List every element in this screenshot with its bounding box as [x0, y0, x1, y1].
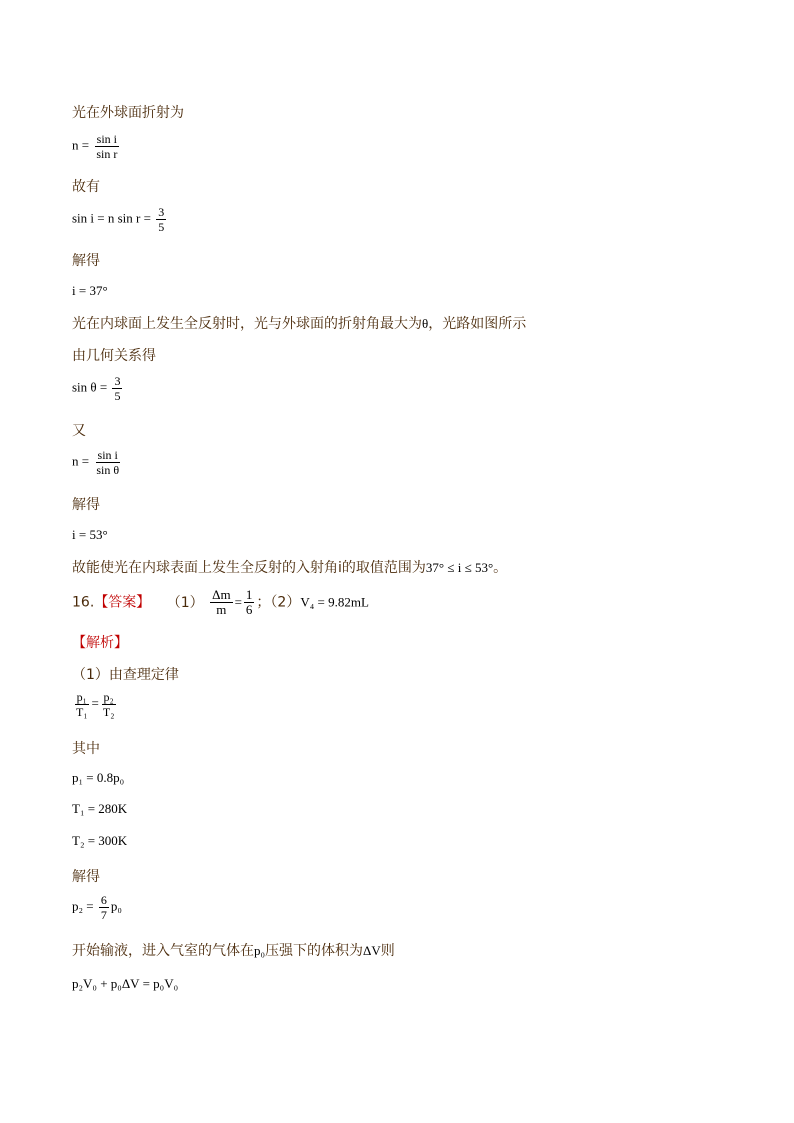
- equation: i = 53°: [72, 527, 108, 542]
- equation-rhs: p₀: [110, 898, 122, 914]
- numerator: 1: [245, 587, 253, 602]
- fraction: [101, 690, 117, 719]
- text-line: 故有: [72, 179, 100, 195]
- text-segment: 光在内球面上发生全反射时，光与外球面的折射角最大为: [72, 316, 422, 332]
- text-line: 其中: [72, 741, 100, 757]
- text-line: （1）由查理定律: [72, 667, 179, 683]
- numerator: sin i: [96, 132, 118, 146]
- text-line: 解得: [72, 869, 100, 885]
- fraction: [112, 374, 122, 403]
- equals-sign: =: [91, 695, 99, 711]
- denominator: 7: [100, 908, 107, 922]
- denominator: T₂: [102, 705, 115, 719]
- math-symbol: θ: [422, 316, 429, 331]
- fraction: [156, 205, 166, 234]
- text-line: 解得: [72, 253, 100, 269]
- text-line: 解得: [72, 497, 100, 513]
- analysis-tag: 【解析】: [72, 635, 128, 651]
- equation-lhs: n =: [72, 137, 90, 153]
- denominator: sin r: [96, 147, 118, 161]
- text-segment: 开始输液，进入气室的气体在: [72, 943, 254, 959]
- answer-tag: 【答案】: [94, 594, 151, 611]
- equation: [72, 690, 118, 719]
- math-symbol: ΔV: [363, 943, 381, 958]
- text-line: [72, 557, 507, 577]
- numerator: 3: [158, 205, 165, 219]
- equation: T₂ = 300K: [72, 833, 128, 848]
- equation: [72, 205, 168, 234]
- denominator: 5: [158, 220, 165, 234]
- equation: [72, 132, 121, 161]
- text-segment: 则: [380, 943, 395, 959]
- denominator: T₁: [76, 705, 88, 719]
- numerator: sin i: [97, 448, 118, 462]
- text-line: 光在外球面折射为: [72, 105, 184, 121]
- equation: p₂V₀ + p₀ΔV = p₀V₀: [72, 976, 179, 991]
- text-line: 由几何关系得: [72, 348, 156, 364]
- text-segment: ，光路如图所示: [428, 316, 527, 332]
- numerator: p₂: [103, 690, 114, 704]
- fraction: [99, 893, 109, 922]
- equation-lhs: p₂ =: [72, 898, 94, 914]
- question-number: 16.: [72, 594, 95, 611]
- equals-sign: =: [234, 594, 242, 610]
- text-segment: 。: [493, 560, 508, 576]
- numerator: p₁: [76, 690, 87, 704]
- denominator: m: [216, 602, 227, 617]
- equation-lhs: sin i = n sin r =: [72, 210, 151, 226]
- math-inline: V₄ = 9.82mL: [300, 594, 369, 610]
- equation-lhs: sin θ =: [72, 379, 108, 395]
- fraction: [94, 132, 119, 161]
- fraction: [210, 588, 232, 617]
- fraction: [244, 588, 255, 617]
- text-segment: 压强下的体积为: [265, 943, 364, 959]
- text-line: [72, 940, 395, 960]
- equation: i = 37°: [72, 283, 108, 298]
- equation: p₁ = 0.8p₀: [72, 770, 125, 785]
- numerator: 6: [100, 893, 107, 907]
- equation: [72, 893, 122, 922]
- numerator: Δm: [212, 587, 231, 602]
- text-line: 又: [72, 423, 86, 439]
- equation-lhs: n =: [72, 453, 90, 469]
- math-inline: 37° ≤ i ≤ 53°: [425, 560, 494, 575]
- equation: T₁ = 280K: [72, 801, 128, 816]
- equation: [72, 374, 124, 403]
- text-segment: 故能使光在内球表面上发生全反射的入射角i的取值范围为: [72, 560, 426, 576]
- answer-line: [72, 588, 369, 617]
- text-line: [72, 313, 526, 333]
- fraction: [74, 690, 90, 719]
- math-symbol: p₀: [254, 943, 266, 958]
- fraction: [94, 448, 121, 477]
- part-label: （1）: [166, 594, 204, 611]
- equation: [72, 448, 123, 477]
- numerator: 3: [114, 374, 121, 388]
- denominator: 5: [114, 389, 121, 403]
- denominator: 6: [245, 602, 253, 617]
- denominator: sin θ: [96, 463, 120, 477]
- part-separator: ；（2）: [256, 594, 301, 611]
